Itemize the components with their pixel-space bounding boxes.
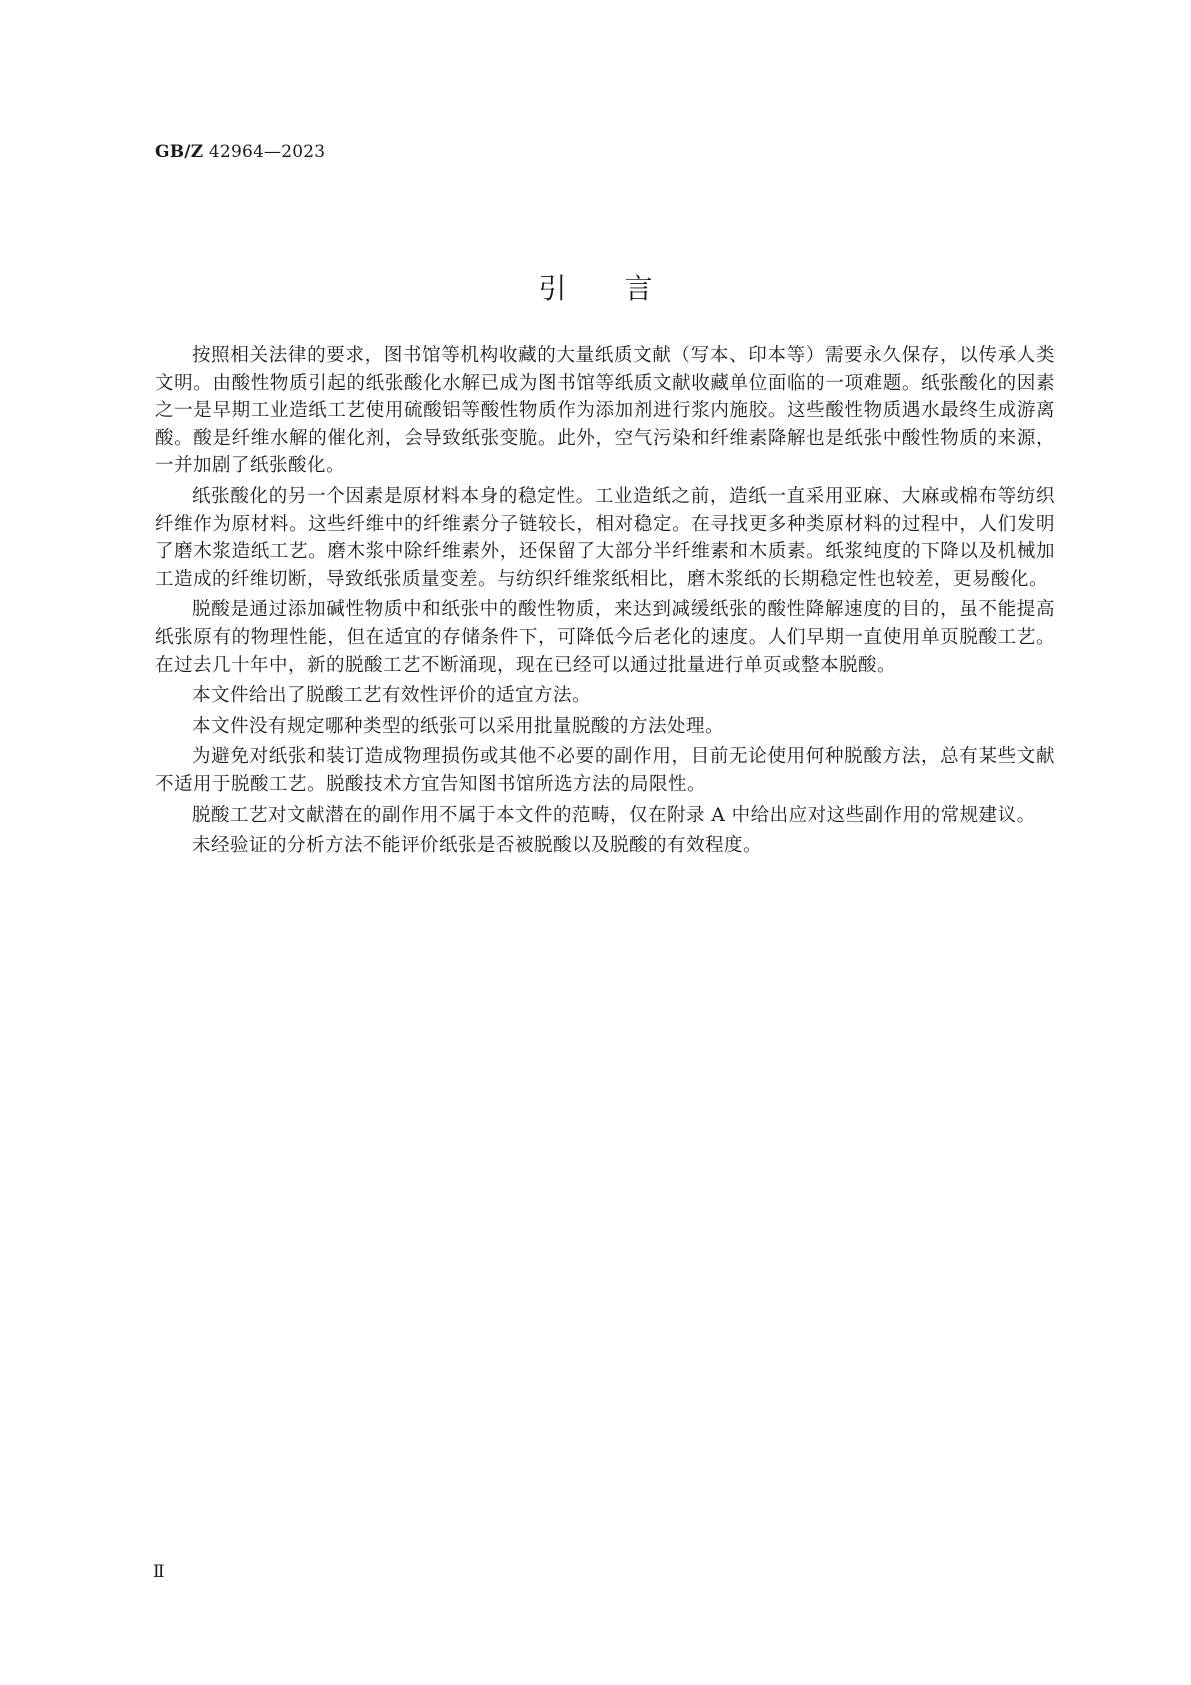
paragraph-5: 本文件没有规定哪种类型的纸张可以采用批量脱酸的方法处理。	[192, 715, 725, 737]
standard-prefix: GB/Z	[155, 142, 204, 162]
standard-number-header	[155, 142, 325, 162]
paragraph-2: 纸张酸化的另一个因素是原材料本身的稳定性。工业造纸之前，造纸一直采用亚麻、大麻或棉布等纺织纤维作为原材料。这些纤维中的纤维素分子链较长，相对稳定。在寻找更多种类原材料的过程中，人们发明了磨木浆造纸工艺。磨木浆中除纤维素外，还保留了大部分半纤维素和木质素。纸浆纯度的下降以及机械加工造成的纤维切断，导致纸张质量变差。与纺织纤维浆纸相比，磨木浆纸的长期稳定性也较差，更易酸化。	[155, 485, 1055, 590]
paragraph-8: 未经验证的分析方法不能评价纸张是否被脱酸以及脱酸的有效程度。	[192, 835, 763, 857]
introduction-body	[155, 342, 1055, 863]
paragraph-3: 脱酸是通过添加碱性物质中和纸张中的酸性物质，来达到减缓纸张的酸性降解速度的目的，虽不能提高纸张原有的物理性能，但在适宜的存储条件下，可降低今后老化的速度。人们早期一直使用单页脱酸工艺。在过去几十年中，新的脱酸工艺不断涌现，现在已经可以通过批量进行单页或整本脱酸。	[155, 599, 1055, 676]
paragraph-1: 按照相关法律的要求，图书馆等机构收藏的大量纸质文献（写本、印本等）需要永久保存，以传承人类文明。由酸性物质引起的纸张酸化水解已成为图书馆等纸质文献收藏单位面临的一项难题。纸张酸化的因素之一是早期工业造纸工艺使用硫酸铝等酸性物质作为添加剂进行浆内施胶。这些酸性物质遇水最终生成游离酸。酸是纤维水解的催化剂，会导致纸张变脆。此外，空气污染和纤维素降解也是纸张中酸性物质的来源，一并加剧了纸张酸化。	[155, 345, 1055, 477]
paragraph-7: 脱酸工艺对文献潜在的副作用不属于本文件的范畴，仅在附录 A 中给出应对这些副作用的常规建议。	[192, 804, 1036, 826]
paragraph-4: 本文件给出了脱酸工艺有效性评价的适宜方法。	[192, 685, 592, 707]
page-title: 引言	[538, 271, 711, 305]
page-number: Ⅱ	[153, 1562, 165, 1582]
paragraph-6: 为避免对纸张和装订造成物理损伤或其他不必要的副作用，目前无论使用何种脱酸方法，总有某些文献不适用于脱酸工艺。脱酸技术方宜告知图书馆所选方法的局限性。	[155, 746, 1055, 795]
standard-number: 42964—2023	[203, 142, 326, 162]
